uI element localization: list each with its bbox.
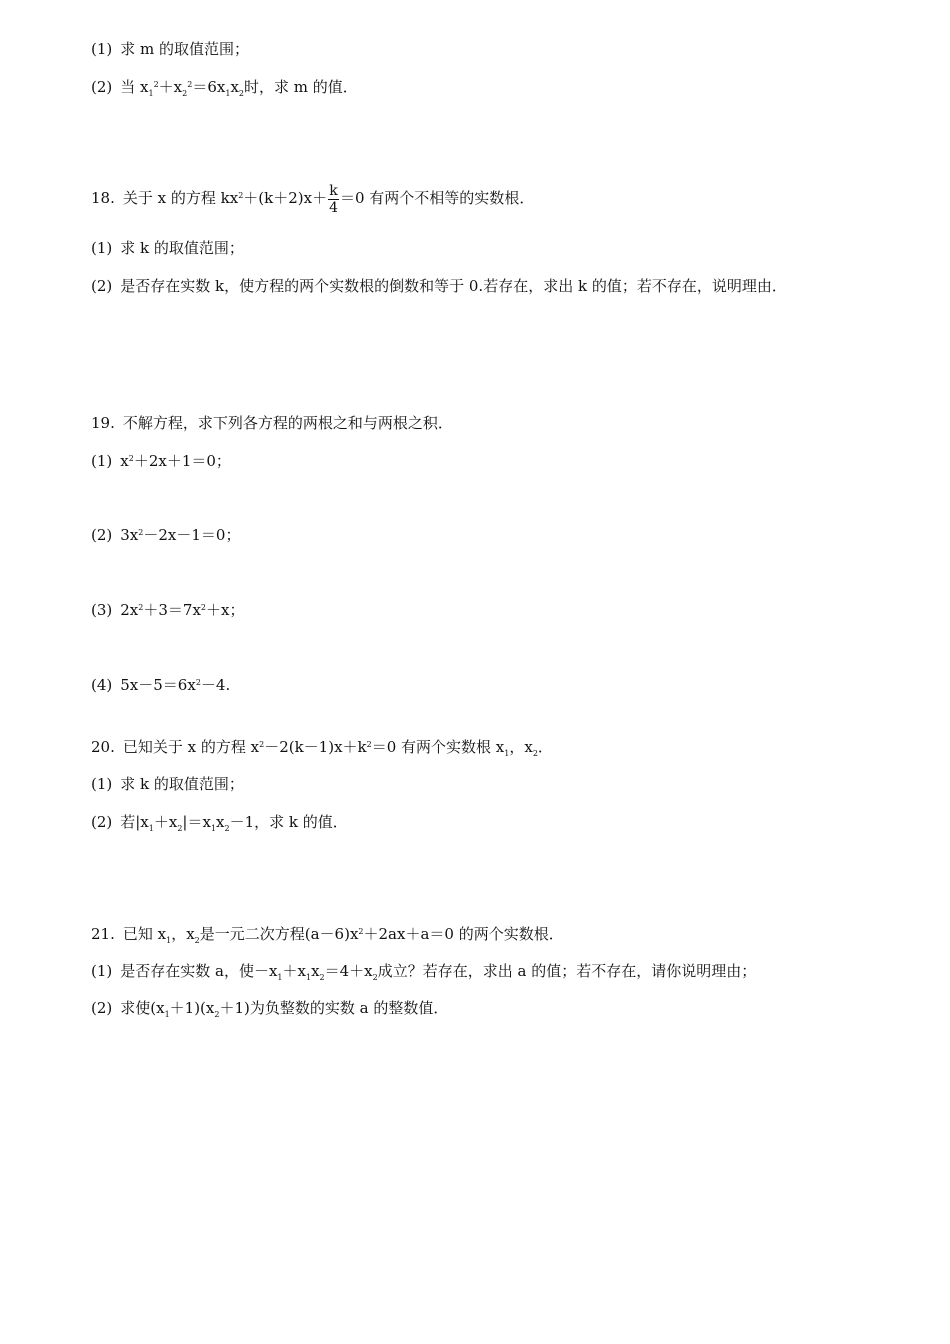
equation-text: －4. <box>200 676 231 694</box>
exponent: 2 <box>187 80 193 89</box>
subscript: 2 <box>238 89 244 98</box>
equation-text: －2x－1＝0； <box>143 526 241 544</box>
q17-part2-text: ＝6x <box>192 78 226 96</box>
subscript: 2 <box>214 1010 220 1019</box>
q21-part2-text: ＋1)为负整数的实数 a 的整数值． <box>219 999 449 1017</box>
q19-part4 <box>91 675 230 695</box>
q18-part1-text: 求 k 的取值范围； <box>120 239 244 257</box>
subscript: 2 <box>194 936 200 945</box>
q19-number: 19. <box>91 414 115 432</box>
equation-text: 3x <box>120 526 139 544</box>
subscript: 1 <box>225 89 231 98</box>
subscript: 1 <box>148 824 154 833</box>
q19-part1 <box>91 451 231 471</box>
q21-part1-text: 成立？若存在，求出 a 的值；若不存在，请你说明理由； <box>377 962 757 980</box>
subscript: 1 <box>148 89 154 98</box>
q21-part2-text: 求使(x <box>120 999 165 1017</box>
q18-number: 18. <box>91 189 115 207</box>
q19-part1-label: (1) <box>91 452 113 470</box>
exponent: 2 <box>259 740 265 749</box>
equation-text: ＋x； <box>206 601 245 619</box>
q19-stem <box>91 413 453 433</box>
q21-part1-text: x <box>311 962 320 980</box>
q19-stem-text: 不解方程，求下列各方程的两根之和与两根之积． <box>122 414 453 432</box>
equation-text: ＋3＝7x <box>143 601 201 619</box>
q20-part1 <box>91 774 244 794</box>
q19-part2 <box>91 525 240 545</box>
subscript: 1 <box>166 936 172 945</box>
subscript: 2 <box>182 89 188 98</box>
q19-part2-label: (2) <box>91 526 113 544</box>
q20-part2-label: (2) <box>91 813 113 831</box>
q21-stem-text: 是一元二次方程(a－6)x <box>199 925 359 943</box>
q20-part2-text: |＝x <box>182 813 211 831</box>
q18-stem-text: ＝0 有两个不相等的实数根． <box>340 189 535 207</box>
exponent: 2 <box>195 678 201 687</box>
subscript: 2 <box>224 824 230 833</box>
exponent: 2 <box>200 603 206 612</box>
subscript: 1 <box>305 973 312 982</box>
q21-number: 21. <box>91 925 115 943</box>
subscript: 1 <box>277 973 283 982</box>
q21-part1-text: ＋x <box>282 962 306 980</box>
q21-part1-text: ＝4＋x <box>324 962 373 980</box>
q20-stem <box>91 737 553 757</box>
q17-part1-text: 求 m 的取值范围； <box>120 40 250 58</box>
q18-stem <box>91 180 534 216</box>
fraction <box>328 183 339 216</box>
q18-stem-text: 关于 x 的方程 kx <box>122 189 239 207</box>
q17-part1 <box>91 39 249 59</box>
q17-part2 <box>91 77 358 97</box>
fraction-numerator: k <box>329 182 338 199</box>
q18-stem-text: ＋(k＋2)x＋ <box>243 189 328 207</box>
q20-stem-text: ＝0 有两个实数根 x <box>371 738 505 756</box>
exponent: 2 <box>366 740 372 749</box>
q21-part2-text: ＋1)(x <box>169 999 215 1017</box>
q19-part3 <box>91 600 244 620</box>
q20-part2-text: －1，求 k 的值． <box>229 813 348 831</box>
q17-part2-text: 当 x <box>120 78 149 96</box>
q20-part2-text: 若|x <box>120 813 149 831</box>
q20-stem-text: －2(k－1)x＋k <box>264 738 367 756</box>
subscript: 2 <box>532 749 538 758</box>
q21-stem <box>91 924 564 944</box>
q19-part4-label: (4) <box>91 676 113 694</box>
subscript: 2 <box>372 973 378 982</box>
q20-part2 <box>91 812 348 832</box>
subscript: 1 <box>164 1010 170 1019</box>
fraction-denominator: 4 <box>329 199 338 216</box>
q18-part2-label: (2) <box>91 277 113 295</box>
q18-part2 <box>91 276 787 296</box>
subscript: 2 <box>319 973 325 982</box>
q17-part1-label: (1) <box>91 40 113 58</box>
q19-part3-label: (3) <box>91 601 113 619</box>
equation-text: x <box>120 452 129 470</box>
q20-part1-label: (1) <box>91 775 113 793</box>
subscript: 1 <box>210 824 217 833</box>
q17-part2-label: (2) <box>91 78 113 96</box>
q21-stem-text: ＋2ax＋a＝0 的两个实数根． <box>363 925 564 943</box>
exponent: 2 <box>138 603 144 612</box>
q21-part2 <box>91 998 448 1018</box>
q18-part2-text: 是否存在实数 k，使方程的两个实数根的倒数和等于 0.若存在，求出 k 的值；若不存在，说明理由． <box>120 277 787 295</box>
q20-stem-text: 已知关于 x 的方程 x <box>122 738 260 756</box>
q20-number: 20. <box>91 738 115 756</box>
subscript: 1 <box>504 749 510 758</box>
exponent: 2 <box>153 80 159 89</box>
q21-stem-text: 已知 x <box>122 925 167 943</box>
exponent: 2 <box>358 927 364 936</box>
q21-part1-label: (1) <box>91 962 113 980</box>
q18-part1-label: (1) <box>91 239 113 257</box>
equation-text: ＋2x＋1＝0； <box>133 452 231 470</box>
exponent: 2 <box>138 528 144 537</box>
exponent: 2 <box>238 191 244 200</box>
q17-part2-text: 时，求 m 的值． <box>244 78 358 96</box>
q17-part2-text: x <box>230 78 239 96</box>
q21-part1 <box>91 961 756 981</box>
subscript: 2 <box>177 824 183 833</box>
q20-part2-text: x <box>216 813 225 831</box>
q20-part1-text: 求 k 的取值范围； <box>120 775 244 793</box>
q21-part2-label: (2) <box>91 999 113 1017</box>
equation-text: 5x－5＝6x <box>120 676 196 694</box>
equation-text: 2x <box>120 601 139 619</box>
q17-part2-text: ＋x <box>158 78 183 96</box>
q21-part1-text: 是否存在实数 a，使－x <box>120 962 278 980</box>
q20-stem-text: ，x <box>509 738 533 756</box>
q18-part1 <box>91 238 244 258</box>
exponent: 2 <box>128 454 134 463</box>
q20-stem-text: ． <box>537 738 553 756</box>
q21-stem-text: ，x <box>171 925 195 943</box>
q20-part2-text: ＋x <box>153 813 178 831</box>
